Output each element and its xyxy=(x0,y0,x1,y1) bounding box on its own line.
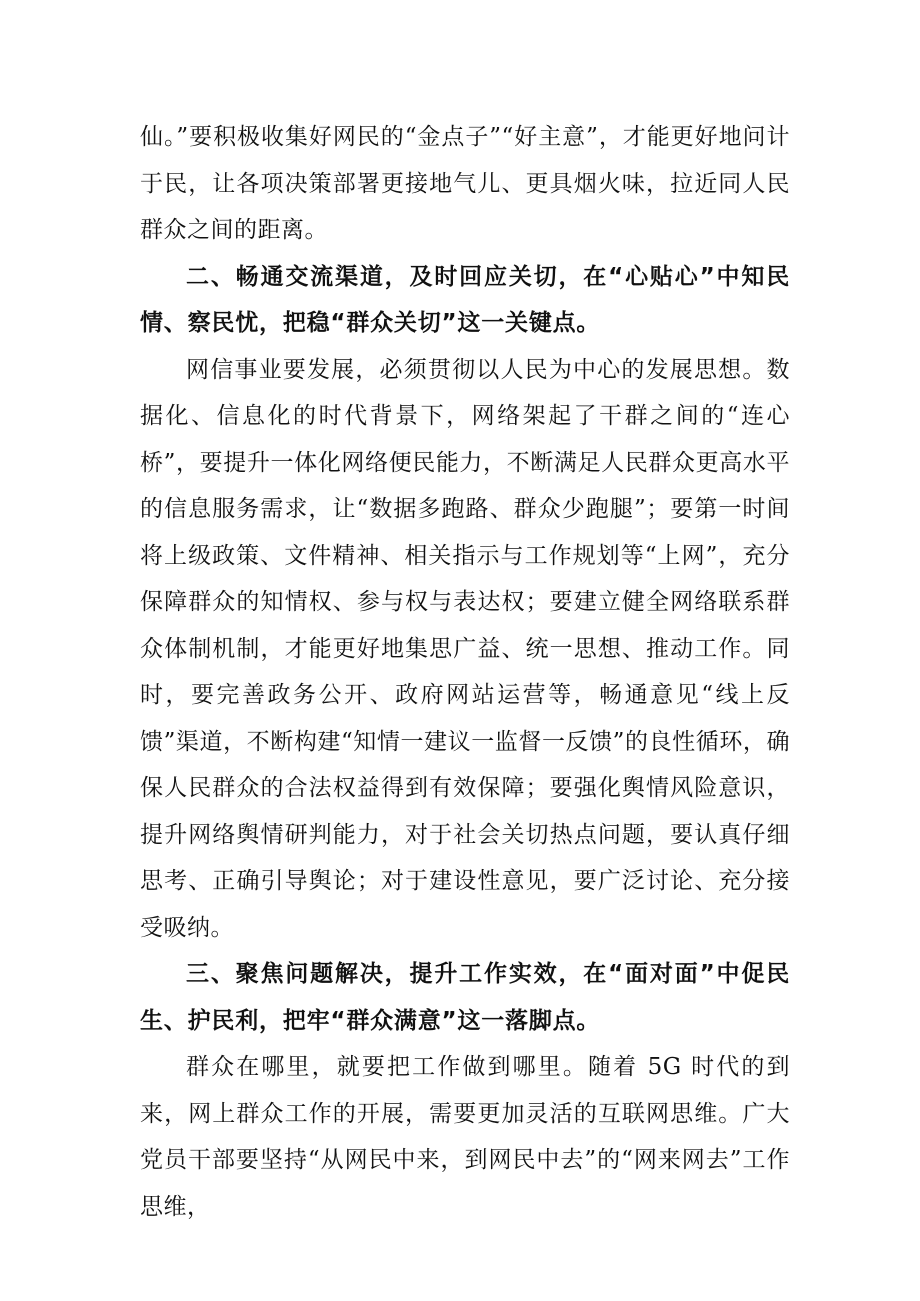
section-heading-three: 三、聚焦问题解决，提升工作实效，在“面对面”中促民生、护民利，把牢“群众满意”这一落脚点。 xyxy=(140,961,790,1034)
paragraph-section-two-body: 网信事业要发展，必须贯彻以人民为中心的发展思想。数据化、信息化的时代背景下，网络架起了干群之间的“连心桥”，要提升一体化网络便民能力，不断满足人民群众更高水平的信息服务需求，让“数据多跑路、群众少跑腿”；要第一时间将上级政策、文件精神、相关指示与工作规划等“上网”，充分保障群众的知情权、参与权与表达权；要建立健全网络联系群众体制机制，才能更好地集思广益、统一思想、推动工作。同时，要完善政务公开、政府网站运营等，畅通意见“线上反馈”渠道，不断构建“知情一建议一监督一反馈”的良性循环，确保人民群众的合法权益得到有效保障；要强化舆情风险意识，提升网络舆情研判能力，对于社会关切热点问题，要认真仔细思考、正确引导舆论；对于建设性意见，要广泛讨论、充分接受吸纳。 xyxy=(140,356,790,941)
document-body xyxy=(140,114,790,1230)
section-heading-two: 二、畅通交流渠道，及时回应关切，在“心贴心”中知民情、察民忧，把稳“群众关切”这一关键点。 xyxy=(140,263,790,336)
paragraph-continuation: 仙。”要积极收集好网民的“金点子”“好主意”，才能更好地问计于民，让各项决策部署更接地气儿、更具烟火味，拉近同人民群众之间的距离。 xyxy=(140,124,790,243)
paragraph-section-three-body: 群众在哪里，就要把工作做到哪里。随着 5G 时代的到来，网上群众工作的开展，需要更加灵活的互联网思维。广大党员干部要坚持“从网民中来，到网民中去”的“网来网去”工作思维， xyxy=(140,1054,790,1220)
